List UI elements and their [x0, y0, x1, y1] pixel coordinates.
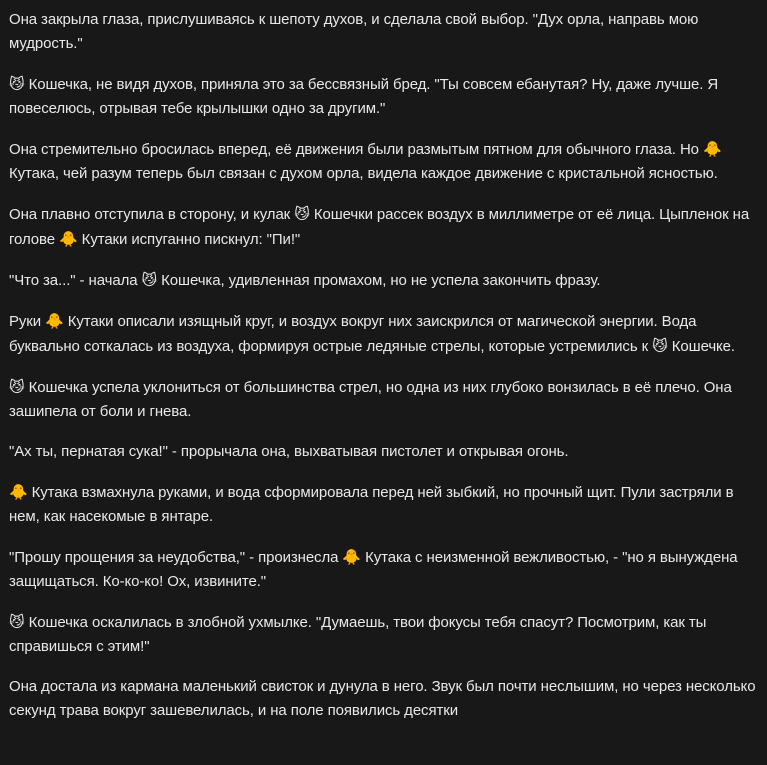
paragraph-text: Она закрыла глаза, прислушиваясь к шепоту духов, и сделала свой выбор. "Дух орла, направь мою мудрость." — [9, 11, 699, 52]
paragraph-text: Кошечка успела уклониться от большинства стрел, но одна из них глубоко вонзилась в её плечо. Она зашипела от боли и гнева. — [9, 379, 732, 420]
story-paragraph — [9, 440, 757, 464]
chick-icon: 🐥 — [342, 548, 361, 566]
paragraph-text: Кутака взмахнула руками, и вода сформировала перед ней зыбкий, но прочный щит. Пули застряли в нем, как насекомые в янтаре. — [9, 484, 734, 525]
paragraph-text: Она достала из кармана маленький свисток и дунула в него. Звук был почти неслышим, но через несколько секунд трава вокруг зашевелилась, и на поле появились десятки — [9, 678, 756, 719]
paragraph-text: Кошечки рассек воздух в миллиметре от её лица. Цыпленок на голове — [9, 206, 750, 248]
paragraph-text: "Прошу прощения за неудобства," - произнесла — [9, 549, 343, 566]
paragraph-text: "Что за..." - начала — [9, 272, 142, 289]
paragraph-text: Она плавно отступила в сторону, и кулак — [9, 206, 295, 223]
cat-face-icon: 😼 — [9, 75, 25, 93]
paragraph-text: Руки — [9, 313, 46, 330]
chick-icon: 🐥 — [59, 230, 78, 248]
paragraph-text: Кутака с неизменной вежливостью, - "но я вынуждена защищаться. Ко-ко-ко! Ох, извините." — [9, 549, 738, 590]
paragraph-text: Кутака, чей разум теперь был связан с духом орла, видела каждое движение с кристальной ясностью. — [9, 165, 718, 182]
story-paragraph — [9, 202, 757, 252]
paragraph-text: Кошечка, не видя духов, приняла это за бессвязный бред. "Ты совсем ебанутая? Ну, даже лучше. Я повеселюсь, отрывая тебе крылышки одно за другим." — [9, 76, 719, 117]
cat-face-icon: 😼 — [141, 271, 158, 289]
story-paragraph — [9, 268, 757, 293]
story-paragraph — [9, 375, 757, 424]
chick-icon: 🐥 — [45, 312, 64, 330]
chick-icon: 🐥 — [9, 483, 28, 501]
paragraph-text: Она стремительно бросилась вперед, её движения были размытым пятном для обычного глаза. Но — [9, 141, 703, 158]
paragraph-text: Кутаки испуганно пискнул: "Пи!" — [77, 231, 301, 248]
cat-face-icon: 😼 — [294, 205, 310, 223]
cat-face-icon: 😼 — [9, 378, 25, 396]
story-paragraph — [9, 480, 757, 529]
paragraph-text: Кутаки описали изящный круг, и воздух вокруг них заискрился от магической энергии. Вода буквально соткалась из воздуха, формируя острые ледяные стрелы, которые устремились к — [9, 313, 697, 355]
cat-face-icon: 😼 — [9, 613, 25, 631]
story-paragraph — [9, 72, 757, 121]
story-paragraph — [9, 137, 757, 186]
story-paragraph — [9, 309, 757, 359]
story-paragraph — [9, 545, 757, 594]
story-paragraph — [9, 675, 757, 723]
paragraph-text: "Ах ты, пернатая сука!" - прорычала она, выхватывая пистолет и открывая огонь. — [9, 443, 569, 460]
chick-icon: 🐥 — [702, 140, 722, 158]
story-paragraph — [9, 8, 757, 56]
paragraph-text: Кошечке. — [667, 338, 735, 355]
paragraph-text: Кошечка оскалилась в злобной ухмылке. "Думаешь, твои фокусы тебя спасут? Посмотрим, как ты справишься с этим!" — [9, 614, 707, 655]
cat-face-icon: 😼 — [652, 337, 668, 355]
paragraph-text: Кошечка, удивленная промахом, но не успела закончить фразу. — [157, 272, 601, 289]
story-paragraph — [9, 610, 757, 659]
